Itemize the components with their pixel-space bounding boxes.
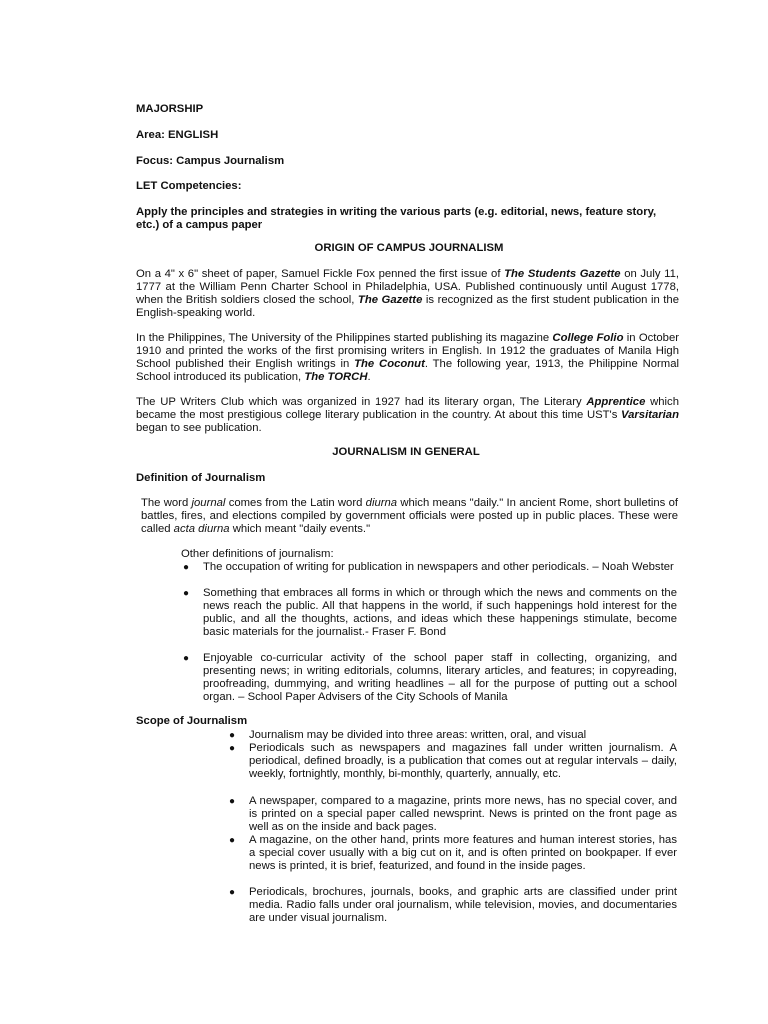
journalism-general-title: JOURNALISM IN GENERAL — [332, 446, 480, 458]
list-item-text: A magazine, on the other hand, prints more features and human interest stories, has a special cover usually with a big cut on it, and is often printed on bookpaper. If ever news is printed, it is brief, featurized, and found in the inside pages. — [249, 834, 677, 872]
bullet-icon: ● — [183, 562, 190, 573]
list-item — [229, 795, 677, 834]
publication-title: College Folio — [552, 332, 624, 344]
italic-term: journal — [191, 497, 226, 509]
other-definitions-label: Other definitions of journalism: — [181, 548, 334, 560]
bullet-icon: ● — [229, 887, 236, 898]
list-item — [229, 834, 677, 873]
list-item-text: Journalism may be divided into three areas: written, oral, and visual — [249, 729, 587, 741]
bullet-icon: ● — [229, 743, 236, 754]
publication-title: The Gazette — [357, 294, 423, 306]
text-run: . The following year, 1913, the Philippine Normal School introduced its publication, — [136, 358, 680, 383]
bullet-icon: ● — [229, 835, 236, 846]
text-run: In the Philippines, The University of the Philippines started publishing its magazine — [136, 332, 553, 344]
bullet-icon: ● — [229, 796, 236, 807]
list-item — [229, 729, 677, 742]
publication-title: Varsitarian — [621, 409, 679, 421]
list-item-text: Periodicals such as newspapers and magazines fall under written journalism. A periodical, defined broadly, is a publication that comes out at regular intervals – daily, weekly, fortnightly, monthly, bi-monthly, quarterly, annually, etc. — [249, 742, 677, 780]
text-run: comes from the Latin word — [225, 497, 366, 509]
text-run: On a 4" x 6" sheet of paper, Samuel Fickle Fox penned the first issue of — [136, 268, 505, 280]
text-run: The UP Writers Club which was organized in 1927 had its literary organ, The Literary — [136, 396, 587, 408]
text-run: which meant "daily events." — [229, 523, 371, 535]
origin-paragraph-2 — [136, 332, 679, 384]
list-item — [229, 886, 677, 925]
text-run: The word — [141, 497, 192, 509]
text-run: began to see publication. — [136, 422, 262, 434]
definition-paragraph — [141, 497, 678, 536]
list-item — [183, 587, 677, 639]
origin-title: ORIGIN OF CAMPUS JOURNALISM — [314, 242, 504, 254]
text-run: is recognized as the first student publication in the English-speaking world. — [136, 294, 679, 319]
text-run: in October 1910 and printed the works of the first promising writers in English. In 1912 the graduates of Manila High School published their English writings in — [136, 332, 679, 370]
focus-line: Focus: Campus Journalism — [136, 155, 285, 167]
list-item-text: Enjoyable co-curricular activity of the school paper staff in collecting, organizing, and presenting news; in writing editorials, columns, literary articles, and features; in copyreading, proofreading, dummying, and writing headlines – all for the purpose of putting out a school organ. – School Paper Advisers of the City Schools of Manila — [203, 652, 677, 703]
definition-heading: Definition of Journalism — [136, 472, 266, 484]
competency-text: Apply the principles and strategies in writing the various parts (e.g. editorial, news, feature story, etc.) of a campus paper — [136, 206, 657, 231]
bullet-icon: ● — [229, 730, 236, 741]
text-run: which became the most prestigious college literary publication in the country. At about this time UST's — [136, 396, 679, 421]
publication-title: The TORCH — [304, 371, 368, 383]
let-competencies-label: LET Competencies: — [136, 180, 242, 192]
origin-paragraph-3 — [136, 396, 679, 435]
italic-term: acta diurna — [173, 523, 230, 535]
list-item — [229, 742, 677, 781]
bullet-icon: ● — [183, 588, 190, 599]
bullet-icon: ● — [183, 653, 190, 664]
publication-title: Apprentice — [586, 396, 646, 408]
publication-title: The Students Gazette — [504, 268, 621, 280]
list-item-text: Periodicals, brochures, journals, books, and graphic arts are classified under print media. Radio falls under oral journalism, while television, movies, and documentaries are under visual journalism. — [249, 886, 677, 924]
text-run: . — [367, 371, 371, 383]
publication-title: The Coconut — [354, 358, 425, 370]
text-run: on July 11, 1777 at the William Penn Charter School in Philadelphia, USA. Published continuously until August 1778, when the British soldiers closed the school, — [136, 268, 679, 306]
list-item-text: The occupation of writing for publication in newspapers and other periodicals. – Noah Webster — [203, 561, 674, 573]
list-item — [183, 652, 677, 704]
majorship-heading: MAJORSHIP — [136, 103, 204, 115]
text-run: which means "daily." In ancient Rome, short bulletins of battles, fires, and elections compiled by government officials were posted up in public places. These were called — [141, 497, 679, 535]
scope-heading: Scope of Journalism — [136, 715, 248, 727]
origin-paragraph-1 — [136, 268, 679, 320]
area-line: Area: ENGLISH — [136, 129, 219, 141]
list-item-text: A newspaper, compared to a magazine, prints more news, has no special cover, and is printed on a special paper called newsprint. News is printed on the front page as well as on the inside and back pages. — [249, 795, 677, 833]
italic-term: diurna — [365, 497, 398, 509]
list-item-text: Something that embraces all forms in which or through which the news and comments on the news reach the public. All that happens in the world, if such happenings hold interest for the public, and all the thoughts, actions, and ideas which these happenings stimulate, become basic materials for the journalist.- Fraser F. Bond — [203, 587, 677, 638]
list-item — [183, 561, 677, 574]
